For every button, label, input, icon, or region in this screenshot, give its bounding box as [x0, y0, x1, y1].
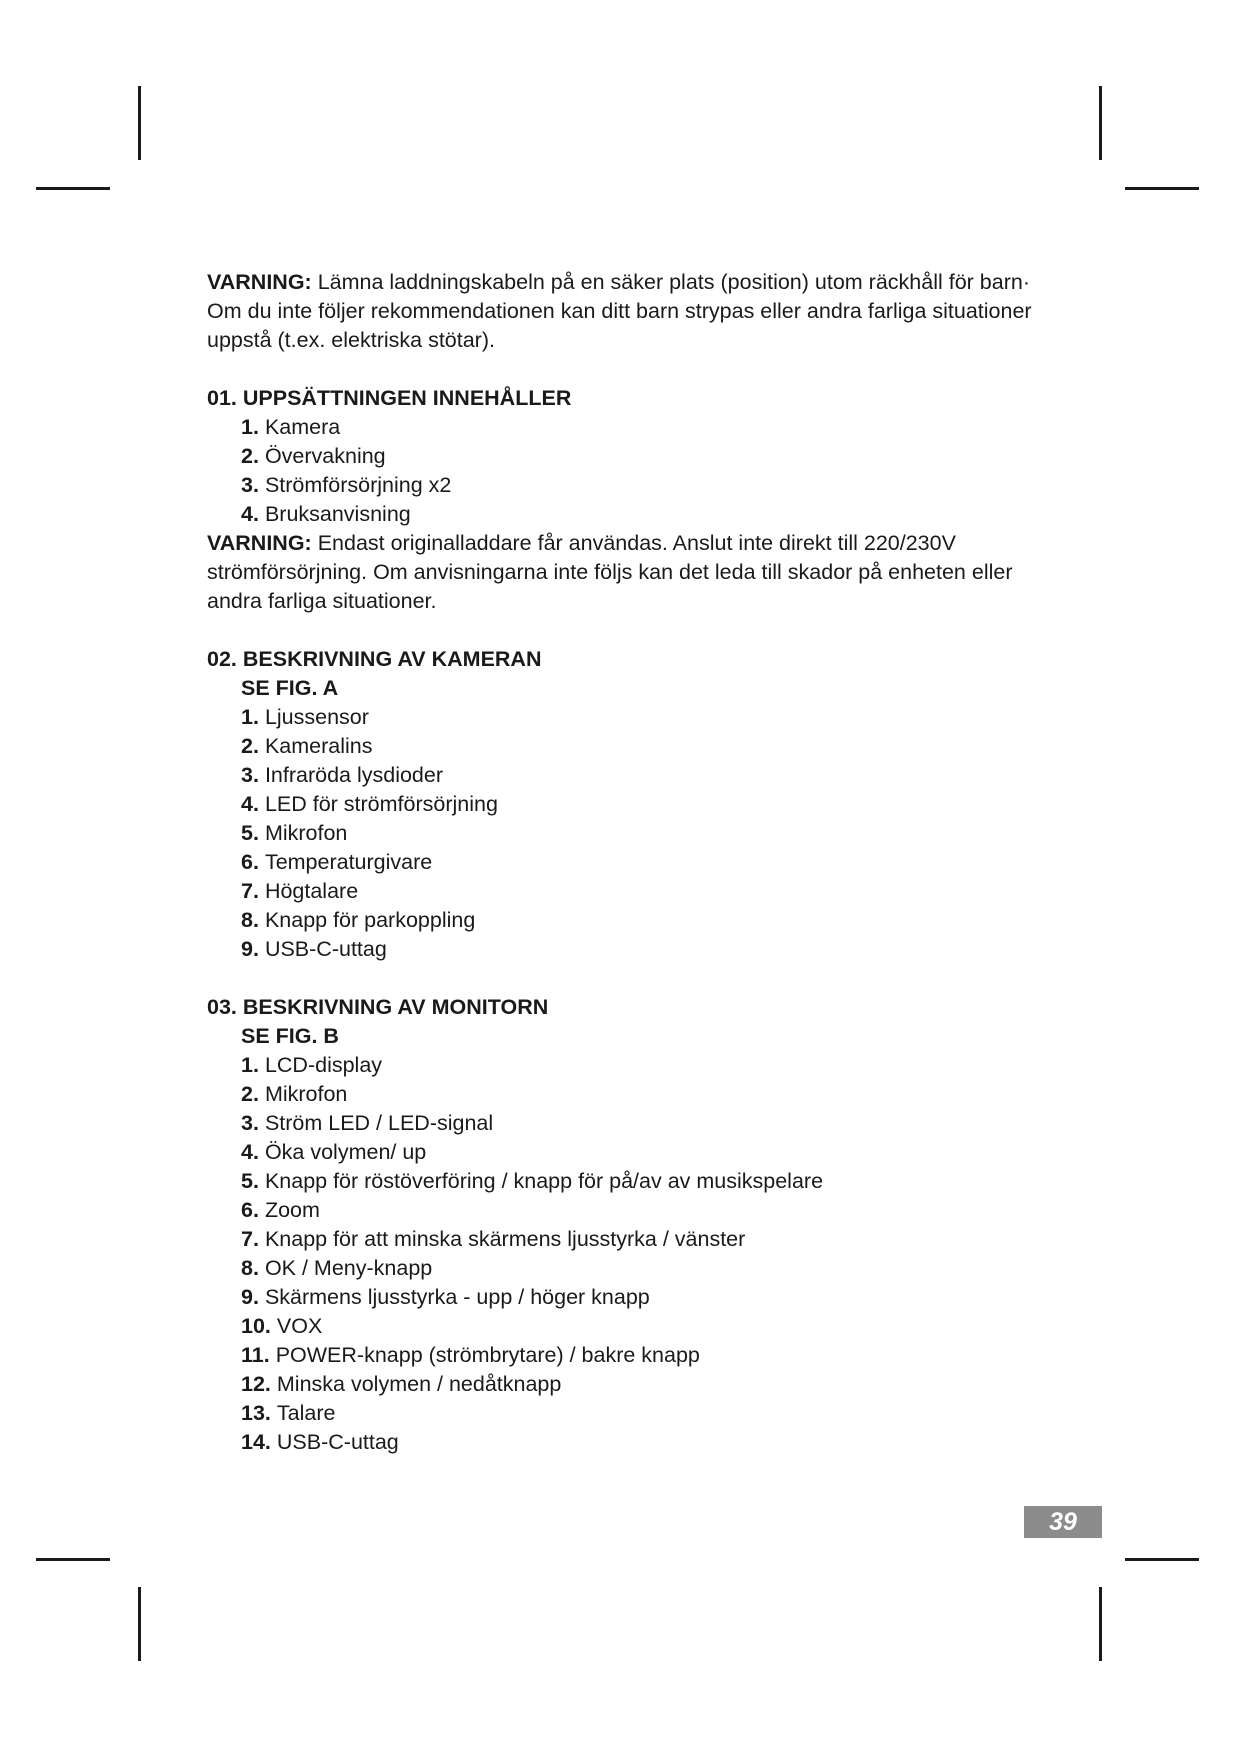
list-item-text: Talare [276, 1401, 336, 1425]
crop-mark-bottom-right-horizontal [1125, 1558, 1199, 1561]
list-item-text: Ström LED / LED-signal [264, 1111, 494, 1135]
list-item-number: 4. [241, 502, 259, 526]
intro-warning [207, 268, 1067, 355]
page-number: 39 [1024, 1506, 1102, 1538]
list-item-number: 3. [241, 1111, 259, 1135]
list-item-text: VOX [276, 1314, 323, 1338]
list-item-number: 7. [241, 1227, 259, 1251]
list-item-number: 8. [241, 1256, 259, 1280]
list-item-number: 8. [241, 908, 259, 932]
list-item-number: 2. [241, 1082, 259, 1106]
list-item-number: 5. [241, 1169, 259, 1193]
list-item [241, 1167, 1067, 1196]
list-item-text: Mikrofon [264, 821, 348, 845]
intro-warning-text: Lämna laddningskabeln på en säker plats (position) utom räckhåll för barn· Om du inte följer rekommendationen kan ditt barn strypas eller andra farliga situationer uppstå (t.ex. elektriska stötar). [207, 270, 1032, 352]
list-item-text: Knapp för parkoppling [264, 908, 476, 932]
list-item-number: 1. [241, 415, 259, 439]
list-item-number: 14. [241, 1430, 271, 1454]
section1-warning-label: VARNING: [207, 531, 312, 555]
section1-title: 01. UPPSÄTTNINGEN INNEHÅLLER [207, 386, 572, 410]
list-item-number: 1. [241, 705, 259, 729]
list-item [241, 761, 1067, 790]
list-item-number: 5. [241, 821, 259, 845]
section1-warning-text: Endast originalladdare får användas. Anslut inte direkt till 220/230V strömförsörjning. Om anvisningarna inte följs kan det leda till skador på enheten eller andra farliga situationer. [207, 531, 1013, 613]
list-item-number: 13. [241, 1401, 271, 1425]
list-item [241, 471, 1067, 500]
list-item-number: 2. [241, 444, 259, 468]
list-item-number: 3. [241, 473, 259, 497]
list-item-text: Skärmens ljusstyrka - upp / höger knapp [264, 1285, 650, 1309]
list-item-number: 9. [241, 937, 259, 961]
list-item [241, 1399, 1067, 1428]
list-item [241, 1254, 1067, 1283]
section2-list [207, 703, 1067, 964]
section1-list [207, 413, 1067, 529]
list-item [241, 1138, 1067, 1167]
list-item [241, 1225, 1067, 1254]
list-item-number: 11. [241, 1343, 270, 1367]
list-item-number: 6. [241, 1198, 259, 1222]
list-item-number: 10. [241, 1314, 271, 1338]
manual-page-content [207, 268, 1067, 1457]
list-item-text: Minska volymen / nedåtknapp [276, 1372, 562, 1396]
list-item-text: Övervakning [264, 444, 386, 468]
list-item-text: Ljussensor [264, 705, 369, 729]
list-item-text: Strömförsörjning x2 [264, 473, 452, 497]
list-item-text: OK / Meny-knapp [264, 1256, 433, 1280]
crop-mark-top-right-vertical [1099, 86, 1102, 160]
list-item-number: 6. [241, 850, 259, 874]
list-item-number: 7. [241, 879, 259, 903]
list-item [241, 1051, 1067, 1080]
crop-mark-top-right-horizontal [1125, 187, 1199, 190]
list-item-number: 12. [241, 1372, 271, 1396]
list-item [241, 819, 1067, 848]
list-item [241, 848, 1067, 877]
intro-warning-label: VARNING: [207, 270, 312, 294]
list-item-text: Knapp för röstöverföring / knapp för på/av av musikspelare [264, 1169, 824, 1193]
list-item-text: USB-C-uttag [276, 1430, 399, 1454]
list-item [241, 1428, 1067, 1457]
list-item-text: Knapp för att minska skärmens ljusstyrka / vänster [264, 1227, 746, 1251]
list-item [241, 442, 1067, 471]
list-item [241, 877, 1067, 906]
crop-mark-top-left-horizontal [36, 187, 110, 190]
list-item-number: 1. [241, 1053, 259, 1077]
list-item-number: 9. [241, 1285, 259, 1309]
crop-mark-bottom-right-vertical [1099, 1587, 1102, 1661]
list-item [241, 935, 1067, 964]
section3-title: 03. BESKRIVNING AV MONITORN [207, 995, 549, 1019]
list-item-text: Temperaturgivare [264, 850, 433, 874]
list-item [241, 1370, 1067, 1399]
section2-subtitle: SE FIG. A [241, 676, 339, 700]
list-item-number: 4. [241, 1140, 259, 1164]
list-item [241, 1080, 1067, 1109]
list-item-text: Zoom [264, 1198, 320, 1222]
section3-list [207, 1051, 1067, 1457]
list-item-text: LCD-display [264, 1053, 383, 1077]
list-item-text: Mikrofon [264, 1082, 348, 1106]
list-item [241, 1283, 1067, 1312]
list-item-number: 4. [241, 792, 259, 816]
list-item [241, 413, 1067, 442]
list-item-text: USB-C-uttag [264, 937, 387, 961]
list-item-text: POWER-knapp (strömbrytare) / bakre knapp [275, 1343, 700, 1367]
list-item-text: LED för strömförsörjning [264, 792, 498, 816]
list-item-text: Kameralins [264, 734, 373, 758]
list-item [241, 1196, 1067, 1225]
list-item-text: Infraröda lysdioder [264, 763, 444, 787]
list-item-text: Bruksanvisning [264, 502, 411, 526]
list-item-text: Kamera [264, 415, 341, 439]
list-item [241, 906, 1067, 935]
section3-subtitle: SE FIG. B [241, 1024, 339, 1048]
section2-title: 02. BESKRIVNING AV KAMERAN [207, 647, 542, 671]
list-item-number: 3. [241, 763, 259, 787]
list-item [241, 1312, 1067, 1341]
list-item [241, 1341, 1067, 1370]
list-item [241, 703, 1067, 732]
list-item-text: Högtalare [264, 879, 359, 903]
list-item [241, 790, 1067, 819]
crop-mark-top-left-vertical [138, 86, 141, 160]
list-item [241, 732, 1067, 761]
list-item-number: 2. [241, 734, 259, 758]
crop-mark-bottom-left-vertical [138, 1587, 141, 1661]
list-item [241, 1109, 1067, 1138]
crop-mark-bottom-left-horizontal [36, 1558, 110, 1561]
list-item-text: Öka volymen/ up [264, 1140, 427, 1164]
section1-warning [207, 529, 1067, 616]
list-item [241, 500, 1067, 529]
